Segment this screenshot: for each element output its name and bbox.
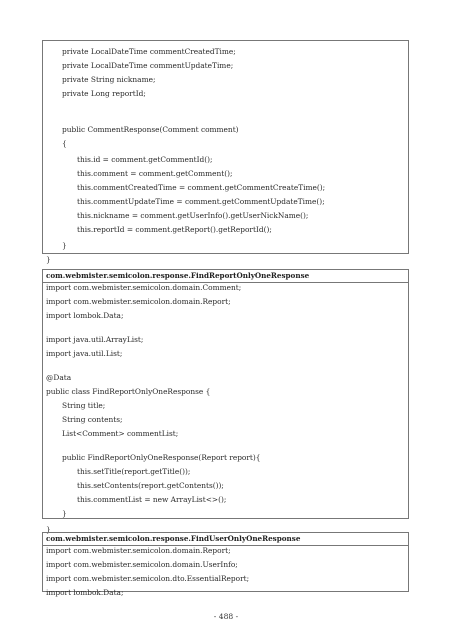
code-line: this.nickname = comment.getUserInfo().getUserNickName(); [77, 211, 309, 220]
file-path-header: com.webmister.semicolon.response.FindUserOnlyOneResponse [43, 533, 408, 546]
code-line: import com.webmister.semicolon.domain.Report; [46, 297, 231, 306]
code-line: this.commentUpdateTime = comment.getCommentUpdateTime(); [77, 197, 325, 206]
code-line: } [46, 525, 51, 534]
code-line: import lombok.Data; [46, 588, 124, 597]
code-line: import java.util.ArrayList; [46, 335, 144, 344]
code-line: this.commentList = new ArrayList<>(); [77, 495, 227, 504]
code-block-find-report-response [42, 269, 409, 534]
code-line: import java.util.List; [46, 349, 123, 358]
code-line: List<Comment> commentList; [62, 429, 179, 438]
code-line: public CommentResponse(Comment comment) [62, 125, 239, 134]
code-line: import com.webmister.semicolon.dto.EssentialReport; [46, 574, 250, 583]
code-line: this.comment = comment.getComment(); [77, 169, 233, 178]
code-line: this.setTitle(report.getTitle()); [77, 467, 191, 476]
code-line: } [62, 241, 67, 250]
code-line: private String nickname; [62, 75, 156, 84]
code-line: @Data [46, 373, 72, 382]
code-line: this.setContents(report.getContents()); [77, 481, 224, 490]
code-line: public FindReportOnlyOneResponse(Report report){ [62, 453, 261, 462]
code-line: } [46, 255, 51, 264]
code-line: this.commentCreatedTime = comment.getCommentCreateTime(); [77, 183, 326, 192]
code-block-find-user-response [42, 532, 409, 597]
code-line: private LocalDateTime commentUpdateTime; [62, 61, 234, 70]
code-line: } [62, 509, 67, 518]
code-block-comment-response [42, 40, 409, 264]
code-line: public class FindReportOnlyOneResponse { [46, 387, 211, 396]
code-line: import lombok.Data; [46, 311, 124, 320]
code-line: String contents; [62, 415, 123, 424]
page-number: - 488 - [213, 612, 239, 621]
code-line: import com.webmister.semicolon.domain.UserInfo; [46, 560, 238, 569]
code-line: import com.webmister.semicolon.domain.Comment; [46, 283, 242, 292]
code-line: this.id = comment.getCommentId(); [77, 155, 213, 164]
code-line: import com.webmister.semicolon.domain.Report; [46, 546, 231, 555]
code-line: private Long reportId; [62, 89, 146, 98]
file-path-header: com.webmister.semicolon.response.FindReportOnlyOneResponse [43, 270, 408, 283]
code-line: { [62, 139, 67, 148]
code-line: this.reportId = comment.getReport().getReportId(); [77, 225, 272, 234]
code-line: private LocalDateTime commentCreatedTime; [62, 47, 236, 56]
code-line: String title; [62, 401, 106, 410]
